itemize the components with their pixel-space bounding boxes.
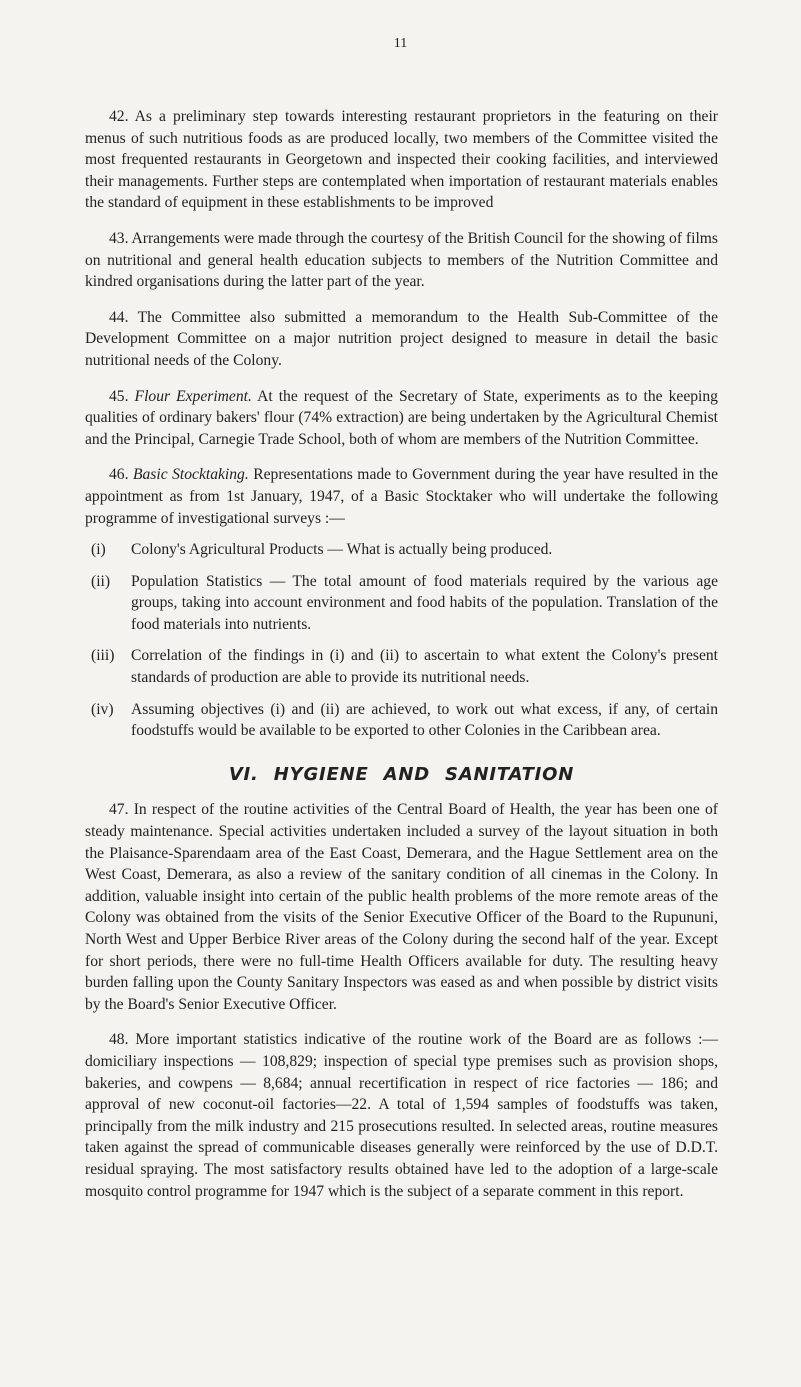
- paragraph-47: 47. In respect of the routine activities of the Central Board of Health, the year has been one of steady maintenance. Special activities undertaken included a survey of the layout situation in both the Plaisance-Sparendaam area of the East Coast, Demerara, and the Hague Settlement area on the West Coast, Demerara, as also a review of the sanitary condition of all cinemas in the Colony. In addition, valuable insight into certain of the public health problems of the more remote areas of the Colony was obtained from the visits of the Senior Executive Officer of the Board to the Rupununi, North West and Upper Berbice River areas of the Colony during the second half of the year. Except for short periods, there were no full-time Health Officers available for duty. The resulting heavy burden falling upon the County Sanitary Inspectors was eased as and when possible by district visits by the Board's Senior Executive Officer.: [85, 801, 718, 1013]
- list-item: [85, 571, 718, 636]
- list-item-text: Population Statistics — The total amount of food materials required by the various age groups, taking into account environment and food habits of the population. Translation of the food materials into nutrients.: [131, 572, 718, 633]
- paragraph-45-lead: Flour Experiment.: [134, 387, 252, 405]
- document-body: [85, 106, 718, 1216]
- paragraph-45-number: 45.: [109, 387, 129, 405]
- paragraph-44: 44. The Committee also submitted a memorandum to the Health Sub-Committee of the Development Committee on a major nutrition project designed to measure in detail the basic nutritional needs of the Colony.: [85, 308, 718, 369]
- survey-list: [85, 539, 718, 742]
- list-item-marker: (i): [91, 541, 106, 559]
- list-item-marker: (iv): [91, 700, 114, 718]
- list-item-text: Assuming objectives (i) and (ii) are achieved, to work out what excess, if any, of certain foodstuffs would be available to be exported to other Colonies in the Caribbean area.: [131, 700, 718, 740]
- section-heading: VI. HYGIENE AND SANITATION: [228, 763, 575, 785]
- list-item: [85, 699, 718, 742]
- page-number: 11: [393, 36, 408, 51]
- paragraph-42: 42. As a preliminary step towards interesting restaurant proprietors in the featuring on their menus of such nutritious foods as are produced locally, two members of the Committee visited the most frequented restaurants in Georgetown and inspected their cooking facilities, and interviewed their managements. Further steps are contemplated when importation of restaurant materials enables the standard of equipment in these establishments to be improved: [85, 108, 718, 212]
- list-item-text: Colony's Agricultural Products — What is actually being produced.: [131, 541, 553, 559]
- paragraph-45-body: At the request of the Secretary of State, experiments as to the keeping qualities of ordinary bakers' flour (74% extraction) are being undertaken by the Agricultural Chemist and the Principal, Carnegie Trade School, both of whom are members of the Nutrition Committee.: [85, 387, 718, 448]
- paragraph-46-number: 46.: [109, 466, 129, 484]
- paragraph-43: 43. Arrangements were made through the courtesy of the British Council for the showing of films on nutritional and general health education subjects to members of the Nutrition Committee and kindred organisations during the latter part of the year.: [85, 229, 718, 291]
- paragraph-46-body: Representations made to Government during the year have resulted in the appointment as from 1st January, 1947, of a Basic Stocktaker who will undertake the following programme of investigational surveys :—: [85, 466, 718, 527]
- list-item: [85, 539, 718, 561]
- paragraph-46-lead: Basic Stocktaking.: [132, 466, 249, 484]
- paragraph-46: [85, 464, 718, 529]
- paragraph-45: [85, 386, 718, 451]
- list-item: [85, 645, 718, 688]
- paragraph-48: 48. More important statistics indicative of the routine work of the Board are as follows :— domiciliary inspections — 108,829; inspection of special type premises such as provision shops, bakeries, and cowpens — 8,684; annual recertification in respect of rice factories — 186; and approval of new coconut-oil factories—22. A total of 1,594 samples of foodstuffs was taken, principally from the milk industry and 215 prosecutions resulted. In selected areas, routine measures taken against the spread of communicable diseases generally were reinforced by the use of D.D.T. residual spraying. The most satisfactory results obtained have led to the adoption of a large-scale mosquito control programme for 1947 which is the subject of a separate comment in this report.: [85, 1031, 718, 1200]
- list-item-marker: (ii): [91, 572, 111, 590]
- list-item-marker: (iii): [91, 647, 115, 665]
- list-item-text: Correlation of the findings in (i) and (ii) to ascertain to what extent the Colony's present standards of production are able to provide its nutritional needs.: [131, 647, 718, 687]
